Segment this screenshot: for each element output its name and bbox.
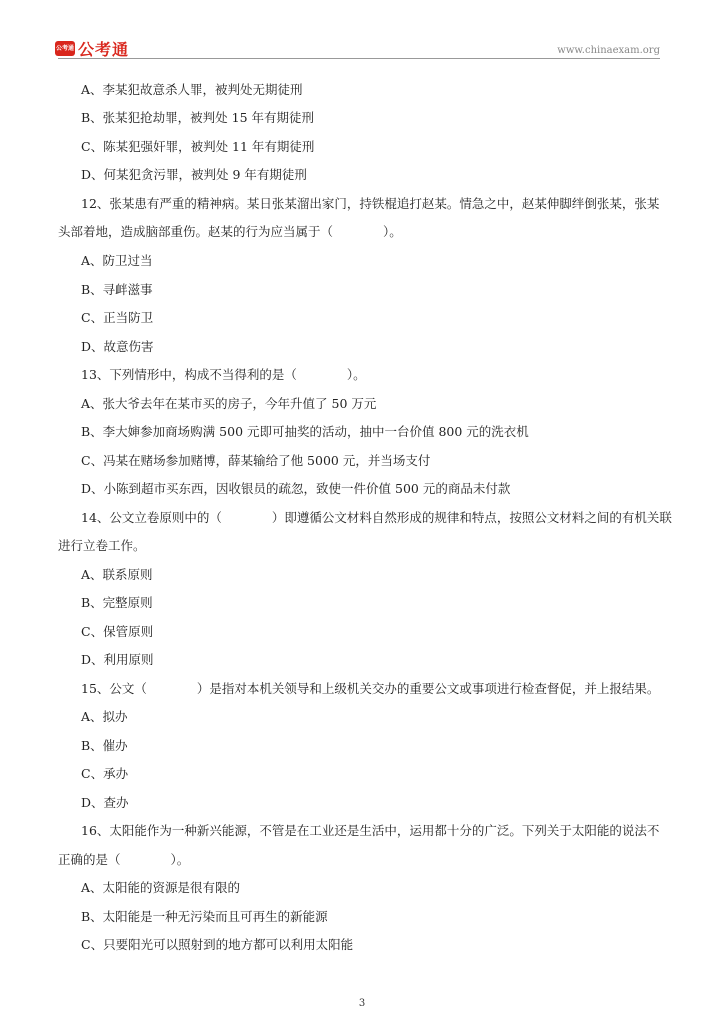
- option-13-c: C、冯某在赌场参加赌博，薛某输给了他 5000 元，并当场支付: [81, 453, 431, 468]
- question-16: 16、太阳能作为一种新兴能源，不管是在工业还是生活中，运用都十分的广泛。下列关于太阳能的说法不: [81, 823, 660, 838]
- option-11-b: B、张某犯抢劫罪，被判处 15 年有期徒刑: [81, 110, 315, 125]
- option-16-b: B、太阳能是一种无污染而且可再生的新能源: [81, 909, 328, 924]
- question-13: 13、下列情形中，构成不当得利的是（ ）。: [81, 367, 366, 382]
- option-13-a: A、张大爷去年在某市买的房子，今年升值了 50 万元: [81, 396, 377, 411]
- option-14-b: B、完整原则: [81, 595, 153, 610]
- logo-text: 公考通: [78, 40, 130, 59]
- option-15-b: B、催办: [81, 738, 128, 753]
- option-13-d: D、小陈到超市买东西，因收银员的疏忽，致使一件价值 500 元的商品未付款: [81, 481, 511, 496]
- page-number: 3: [358, 998, 366, 1009]
- question-12-cont: 头部着地，造成脑部重伤。赵某的行为应当属于（ ）。: [58, 224, 402, 239]
- option-11-c: C、陈某犯强奸罪，被判处 11 年有期徒刑: [81, 139, 315, 154]
- option-11-d: D、何某犯贪污罪，被判处 9 年有期徒刑: [81, 167, 307, 182]
- header-divider: [58, 58, 660, 59]
- option-15-d: D、查办: [81, 795, 129, 810]
- option-15-c: C、承办: [81, 766, 129, 781]
- option-12-c: C、正当防卫: [81, 310, 154, 325]
- option-11-a: A、李某犯故意杀人罪，被判处无期徒刑: [81, 82, 303, 97]
- option-16-c: C、只要阳光可以照射到的地方都可以利用太阳能: [81, 937, 354, 952]
- logo-badge: 公考通: [55, 41, 75, 56]
- question-14: 14、公文立卷原则中的（ ）即遵循公文材料自然形成的规律和特点，按照公文材料之间的有机关联: [81, 510, 672, 525]
- option-12-b: B、寻衅滋事: [81, 282, 153, 297]
- option-14-d: D、利用原则: [81, 652, 154, 667]
- gongkaotong-logo: [55, 37, 129, 60]
- option-12-a: A、防卫过当: [81, 253, 153, 268]
- question-12: 12、张某患有严重的精神病。某日张某溜出家门，持铁棍追打赵某。情急之中，赵某伸脚绊倒张某，张某: [81, 196, 660, 211]
- option-12-d: D、故意伤害: [81, 339, 154, 354]
- option-16-a: A、太阳能的资源是很有限的: [81, 880, 241, 895]
- option-13-b: B、李大婶参加商场购满 500 元即可抽奖的活动，抽中一台价值 800 元的洗衣机: [81, 424, 529, 439]
- option-14-a: A、联系原则: [81, 567, 153, 582]
- option-14-c: C、保管原则: [81, 624, 154, 639]
- option-15-a: A、拟办: [81, 709, 128, 724]
- question-15: 15、公文（ ）是指对本机关领导和上级机关交办的重要公文或事项进行检查督促，并上报结果。: [81, 681, 660, 696]
- page-header: [0, 0, 724, 60]
- question-14-cont: 进行立卷工作。: [58, 538, 146, 553]
- question-16-cont: 正确的是（ ）。: [58, 852, 190, 867]
- site-url: www.chinaexam.org: [557, 45, 660, 56]
